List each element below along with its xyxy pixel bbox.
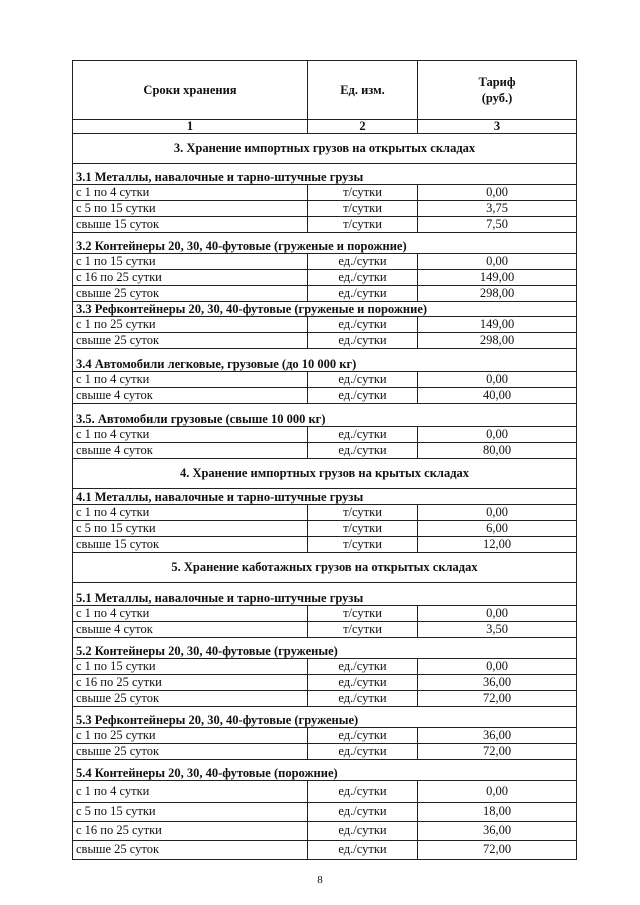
tariff-row bbox=[73, 536, 577, 552]
storage-period: с 1 по 4 сутки bbox=[73, 371, 308, 387]
tariff-value: 3,50 bbox=[418, 621, 577, 637]
tariff-row bbox=[73, 520, 577, 536]
tariff-row bbox=[73, 253, 577, 269]
tariff-row bbox=[73, 371, 577, 387]
tariff-value: 36,00 bbox=[418, 821, 577, 840]
unit-of-measure: ед./сутки bbox=[308, 387, 418, 403]
unit-of-measure: ед./сутки bbox=[308, 840, 418, 859]
unit-of-measure: ед./сутки bbox=[308, 371, 418, 387]
header-storage-period: Сроки хранения bbox=[73, 61, 308, 120]
header-tariff-currency: (руб.) bbox=[481, 91, 513, 105]
subsection-heading: 5.4 Контейнеры 20, 30, 40-футовые (порожние) bbox=[73, 759, 577, 780]
storage-period: с 1 по 15 сутки bbox=[73, 253, 308, 269]
unit-of-measure: ед./сутки bbox=[308, 269, 418, 285]
tariff-row bbox=[73, 821, 577, 840]
section-heading: 4. Хранение импортных грузов на крытых складах bbox=[73, 458, 577, 488]
tariff-row bbox=[73, 426, 577, 442]
tariff-value: 12,00 bbox=[418, 536, 577, 552]
column-number: 1 bbox=[73, 120, 308, 134]
tariff-row bbox=[73, 743, 577, 759]
tariff-value: 3,75 bbox=[418, 200, 577, 216]
storage-period: свыше 25 суток bbox=[73, 690, 308, 706]
subsection-row bbox=[73, 637, 577, 658]
unit-of-measure: ед./сутки bbox=[308, 332, 418, 348]
tariff-row bbox=[73, 690, 577, 706]
storage-period: свыше 25 суток bbox=[73, 285, 308, 301]
storage-period: с 5 по 15 сутки bbox=[73, 520, 308, 536]
storage-period: свыше 4 суток bbox=[73, 621, 308, 637]
unit-of-measure: т/сутки bbox=[308, 200, 418, 216]
tariff-value: 0,00 bbox=[418, 605, 577, 621]
tariff-value: 149,00 bbox=[418, 316, 577, 332]
tariff-value: 0,00 bbox=[418, 504, 577, 520]
tariff-row bbox=[73, 387, 577, 403]
unit-of-measure: ед./сутки bbox=[308, 426, 418, 442]
tariff-value: 298,00 bbox=[418, 332, 577, 348]
storage-period: с 16 по 25 сутки bbox=[73, 821, 308, 840]
storage-period: свыше 25 суток bbox=[73, 840, 308, 859]
subsection-row bbox=[73, 163, 577, 184]
header-tariff bbox=[418, 61, 577, 120]
unit-of-measure: ед./сутки bbox=[308, 285, 418, 301]
tariff-row bbox=[73, 332, 577, 348]
storage-period: с 1 по 15 сутки bbox=[73, 658, 308, 674]
tariff-row bbox=[73, 840, 577, 859]
tariff-row bbox=[73, 621, 577, 637]
tariff-value: 0,00 bbox=[418, 371, 577, 387]
header-tariff-title: Тариф bbox=[478, 74, 516, 89]
tariff-row bbox=[73, 269, 577, 285]
section-row bbox=[73, 458, 577, 488]
tariff-sheet bbox=[72, 60, 576, 860]
tariff-value: 0,00 bbox=[418, 658, 577, 674]
storage-period: с 1 по 4 сутки bbox=[73, 184, 308, 200]
subsection-row bbox=[73, 488, 577, 504]
section-heading: 3. Хранение импортных грузов на открытых складах bbox=[73, 133, 577, 163]
tariff-row bbox=[73, 780, 577, 802]
storage-period: с 1 по 4 сутки bbox=[73, 780, 308, 802]
tariff-row bbox=[73, 802, 577, 821]
subsection-heading: 5.1 Металлы, навалочные и тарно-штучные грузы bbox=[73, 582, 577, 605]
subsection-heading: 3.1 Металлы, навалочные и тарно-штучные грузы bbox=[73, 163, 577, 184]
storage-period: свыше 25 суток bbox=[73, 332, 308, 348]
subsection-row bbox=[73, 301, 577, 316]
tariff-value: 40,00 bbox=[418, 387, 577, 403]
subsection-row bbox=[73, 582, 577, 605]
unit-of-measure: ед./сутки bbox=[308, 658, 418, 674]
column-numbers-row bbox=[73, 120, 577, 134]
tariff-body bbox=[73, 133, 577, 859]
subsection-heading: 4.1 Металлы, навалочные и тарно-штучные грузы bbox=[73, 488, 577, 504]
storage-period: с 16 по 25 сутки bbox=[73, 269, 308, 285]
unit-of-measure: ед./сутки bbox=[308, 780, 418, 802]
storage-period: с 1 по 25 сутки bbox=[73, 316, 308, 332]
unit-of-measure: ед./сутки bbox=[308, 821, 418, 840]
unit-of-measure: ед./сутки bbox=[308, 743, 418, 759]
unit-of-measure: ед./сутки bbox=[308, 727, 418, 743]
tariff-table bbox=[72, 60, 577, 860]
tariff-row bbox=[73, 184, 577, 200]
subsection-heading: 5.3 Рефконтейнеры 20, 30, 40-футовые (груженые) bbox=[73, 706, 577, 727]
unit-of-measure: ед./сутки bbox=[308, 690, 418, 706]
unit-of-measure: т/сутки bbox=[308, 621, 418, 637]
tariff-value: 72,00 bbox=[418, 690, 577, 706]
unit-of-measure: т/сутки bbox=[308, 216, 418, 232]
unit-of-measure: ед./сутки bbox=[308, 253, 418, 269]
header-row bbox=[73, 61, 577, 120]
storage-period: свыше 25 суток bbox=[73, 743, 308, 759]
subsection-heading: 3.5. Автомобили грузовые (свыше 10 000 кг) bbox=[73, 403, 577, 426]
unit-of-measure: ед./сутки bbox=[308, 674, 418, 690]
tariff-value: 6,00 bbox=[418, 520, 577, 536]
storage-period: с 1 по 4 сутки bbox=[73, 504, 308, 520]
subsection-heading: 3.4 Автомобили легковые, грузовые (до 10 000 кг) bbox=[73, 348, 577, 371]
column-number: 2 bbox=[308, 120, 418, 134]
tariff-value: 72,00 bbox=[418, 743, 577, 759]
subsection-row bbox=[73, 759, 577, 780]
unit-of-measure: т/сутки bbox=[308, 504, 418, 520]
section-row bbox=[73, 133, 577, 163]
tariff-row bbox=[73, 674, 577, 690]
storage-period: с 1 по 4 сутки bbox=[73, 605, 308, 621]
tariff-value: 80,00 bbox=[418, 442, 577, 458]
tariff-row bbox=[73, 200, 577, 216]
unit-of-measure: ед./сутки bbox=[308, 316, 418, 332]
storage-period: свыше 15 суток bbox=[73, 536, 308, 552]
tariff-row bbox=[73, 316, 577, 332]
header-unit: Ед. изм. bbox=[308, 61, 418, 120]
tariff-row bbox=[73, 504, 577, 520]
tariff-row bbox=[73, 658, 577, 674]
tariff-value: 18,00 bbox=[418, 802, 577, 821]
unit-of-measure: т/сутки bbox=[308, 605, 418, 621]
tariff-row bbox=[73, 216, 577, 232]
tariff-value: 72,00 bbox=[418, 840, 577, 859]
subsection-heading: 5.2 Контейнеры 20, 30, 40-футовые (груженые) bbox=[73, 637, 577, 658]
section-row bbox=[73, 552, 577, 582]
unit-of-measure: ед./сутки bbox=[308, 802, 418, 821]
tariff-value: 298,00 bbox=[418, 285, 577, 301]
storage-period: с 1 по 4 сутки bbox=[73, 426, 308, 442]
tariff-row bbox=[73, 727, 577, 743]
unit-of-measure: ед./сутки bbox=[308, 442, 418, 458]
tariff-value: 0,00 bbox=[418, 184, 577, 200]
tariff-row bbox=[73, 285, 577, 301]
tariff-value: 149,00 bbox=[418, 269, 577, 285]
storage-period: с 16 по 25 сутки bbox=[73, 674, 308, 690]
storage-period: свыше 4 суток bbox=[73, 442, 308, 458]
tariff-value: 0,00 bbox=[418, 426, 577, 442]
storage-period: свыше 4 суток bbox=[73, 387, 308, 403]
section-heading: 5. Хранение каботажных грузов на открытых складах bbox=[73, 552, 577, 582]
tariff-row bbox=[73, 605, 577, 621]
subsection-heading: 3.3 Рефконтейнеры 20, 30, 40-футовые (груженые и порожние) bbox=[73, 301, 577, 316]
tariff-value: 36,00 bbox=[418, 727, 577, 743]
page-number: 8 bbox=[317, 874, 323, 886]
unit-of-measure: т/сутки bbox=[308, 520, 418, 536]
tariff-value: 36,00 bbox=[418, 674, 577, 690]
tariff-row bbox=[73, 442, 577, 458]
unit-of-measure: т/сутки bbox=[308, 184, 418, 200]
unit-of-measure: т/сутки bbox=[308, 536, 418, 552]
tariff-value: 7,50 bbox=[418, 216, 577, 232]
subsection-row bbox=[73, 403, 577, 426]
storage-period: с 5 по 15 сутки bbox=[73, 802, 308, 821]
column-number: 3 bbox=[418, 120, 577, 134]
subsection-row bbox=[73, 232, 577, 253]
subsection-heading: 3.2 Контейнеры 20, 30, 40-футовые (груженые и порожние) bbox=[73, 232, 577, 253]
subsection-row bbox=[73, 706, 577, 727]
subsection-row bbox=[73, 348, 577, 371]
tariff-value: 0,00 bbox=[418, 253, 577, 269]
storage-period: с 1 по 25 сутки bbox=[73, 727, 308, 743]
storage-period: свыше 15 суток bbox=[73, 216, 308, 232]
tariff-value: 0,00 bbox=[418, 780, 577, 802]
storage-period: с 5 по 15 сутки bbox=[73, 200, 308, 216]
